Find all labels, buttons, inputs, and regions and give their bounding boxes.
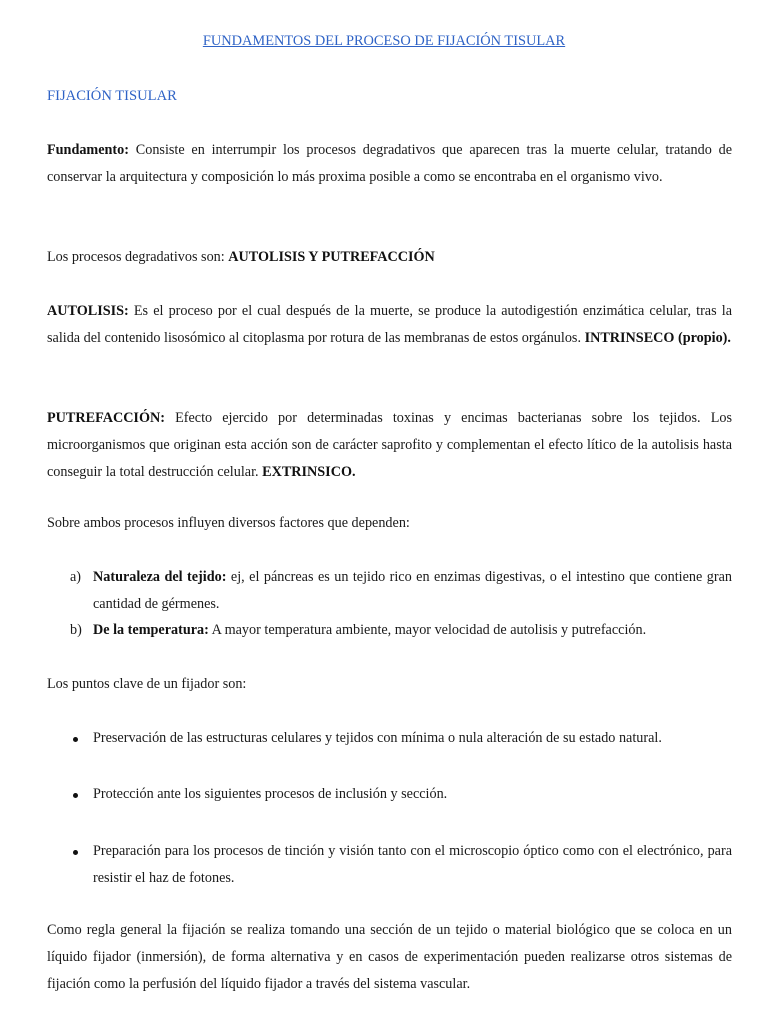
putrefaccion-label: PUTREFACCIÓN: (47, 410, 165, 426)
factor-tejido-label: Naturaleza del tejido: (93, 569, 227, 585)
list-item-factor-temperatura (93, 617, 732, 644)
paragraph-procesos (47, 244, 732, 271)
paragraph-fundamento (47, 137, 732, 191)
paragraph-factores-intro: Sobre ambos procesos influyen diversos factores que dependen: (47, 515, 410, 531)
autolisis-label: AUTOLISIS: (47, 303, 129, 319)
paragraph-putrefaccion (47, 405, 732, 486)
paragraph-puntos-intro: Los puntos clave de un fijador son: (47, 676, 247, 692)
list-item-punto-preservacion: Preservación de las estructuras celulares y tejidos con mínima o nula alteración de su estado natural. (93, 730, 662, 746)
list-marker-a: a) (70, 569, 82, 585)
bullet-icon (73, 850, 78, 855)
list-item-punto-preparacion: Preparación para los procesos de tinción y visión tanto con el microscopio óptico como con el electrónico, para resistir el haz de fotones. (93, 843, 732, 886)
procesos-bold: AUTOLISIS Y PUTREFACCIÓN (228, 249, 435, 265)
procesos-text: Los procesos degradativos son: (47, 249, 229, 265)
fundamento-text: Consiste en interrumpir los procesos degradativos que aparecen tras la muerte celular, tratando de conservar la arquitectura y composición lo más proxima posible a como se encontraba en el organismo vivo. (47, 142, 732, 185)
list-item-factor-tejido (93, 564, 732, 618)
section-heading: FIJACIÓN TISULAR (47, 88, 177, 104)
factor-tejido-text: ej, el páncreas es un tejido rico en enzimas digestivas, o el intestino que contiene gran cantidad de gérmenes. (93, 569, 732, 612)
factor-temperatura-label: De la temperatura: (93, 622, 209, 638)
fundamento-label: Fundamento: (47, 142, 129, 158)
document-title: FUNDAMENTOS DEL PROCESO DE FIJACIÓN TISULAR (202, 33, 566, 49)
paragraph-regla-general: Como regla general la fijación se realiza tomando una sección de un tejido o material biológico que se coloca en un líquido fijador (inmersión), de forma alternativa y en casos de experimentación pueden realizarse otros sistemas de fijación como la perfusión del líquido fijador a través del sistema vascular. (47, 922, 732, 992)
list-item-punto-proteccion: Protección ante los siguientes procesos de inclusión y sección. (93, 786, 448, 802)
putrefaccion-text: Efecto ejercido por determinadas toxinas y encimas bacterianas sobre los tejidos. Los microorganismos que originan esta acción son de carácter saprofito y complementan el efecto lítico de la autolisis hasta conseguir la total destrucción celular. (47, 410, 732, 480)
factor-temperatura-text: A mayor temperatura ambiente, mayor velocidad de autolisis y putrefacción. (208, 622, 647, 638)
autolisis-text: Es el proceso por el cual después de la muerte, se produce la autodigestión enzimática celular, tras la salida del contenido lisosómico al citoplasma por rotura de las membranas de estos orgánulos. (47, 303, 732, 346)
autolisis-bold-end: INTRINSECO (propio). (584, 330, 731, 346)
putrefaccion-bold-end: EXTRINSICO. (262, 464, 356, 480)
bullet-icon (73, 737, 78, 742)
list-marker-b: b) (70, 622, 82, 638)
bullet-icon (73, 793, 78, 798)
paragraph-autolisis (47, 298, 732, 352)
